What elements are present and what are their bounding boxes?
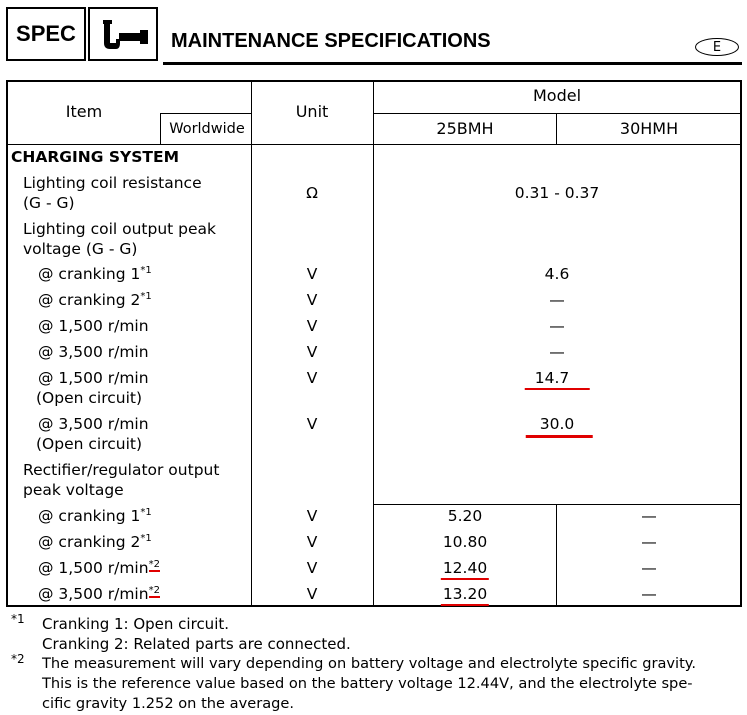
footnote-mark: *1 <box>11 612 25 626</box>
unit-cell: V <box>306 507 318 525</box>
value-cell <box>441 558 489 578</box>
grid-line <box>7 144 741 145</box>
grid-line <box>160 113 161 144</box>
footnote-text: Cranking 2: Related parts are connected. <box>42 635 351 653</box>
row-label <box>38 290 152 310</box>
footnote-mark: *2 <box>11 652 25 666</box>
unit-cell: V <box>306 533 318 551</box>
row-label-text: @ cranking 1 <box>38 507 141 525</box>
row-label-text: @ cranking 1 <box>38 265 141 283</box>
micrometer-icon-box <box>88 7 158 61</box>
value-cell <box>526 414 593 434</box>
row-label-text: @ 3,500 r/min <box>38 585 149 603</box>
value-cell: — <box>641 585 657 603</box>
row-label: (Open circuit) <box>36 435 143 453</box>
row-label <box>38 506 152 526</box>
footnote-ref: *1 <box>140 506 152 518</box>
highlighted-value: 30.0 <box>526 415 593 438</box>
row-label: @ 1,500 r/min <box>38 369 149 387</box>
header-worldwide: Worldwide <box>169 121 245 137</box>
spec-label: SPEC <box>6 7 86 61</box>
row-label <box>38 558 160 578</box>
grid-line <box>556 504 557 606</box>
grid-line <box>160 113 251 114</box>
value-cell: — <box>549 291 565 309</box>
row-label: (Open circuit) <box>36 389 143 407</box>
row-label: Rectifier/regulator output <box>23 461 220 479</box>
row-label <box>38 532 152 552</box>
footnote-ref: *1 <box>140 532 152 544</box>
value-cell: 0.31 - 0.37 <box>514 184 600 202</box>
row-label-text: @ cranking 2 <box>38 291 141 309</box>
row-label: peak voltage <box>23 481 124 499</box>
header-item: Item <box>65 102 103 121</box>
highlighted-value: 14.7 <box>525 369 590 390</box>
row-label: Lighting coil output peak <box>23 220 217 238</box>
unit-cell: V <box>306 369 318 387</box>
unit-cell: V <box>306 585 318 603</box>
row-label: Lighting coil resistance <box>23 174 202 192</box>
unit-cell: V <box>306 265 318 283</box>
highlighted-value: 12.40 <box>441 559 489 580</box>
grid-line <box>373 504 741 505</box>
unit-cell: V <box>306 559 318 577</box>
value-cell: 10.80 <box>442 533 488 551</box>
footnote-text: Cranking 1: Open circuit. <box>42 615 230 633</box>
footnote-ref: *2 <box>148 558 160 570</box>
grid-line <box>251 81 252 606</box>
unit-cell: V <box>306 415 318 433</box>
unit-cell: V <box>306 317 318 335</box>
micrometer-icon <box>90 9 156 59</box>
page-title: MAINTENANCE SPECIFICATIONS <box>171 30 491 52</box>
footnote-ref: *2 <box>148 584 160 596</box>
value-cell: — <box>641 507 657 525</box>
model-30hmh: 30HMH <box>619 119 679 138</box>
unit-cell: Ω <box>306 184 318 202</box>
value-cell: 5.20 <box>447 507 483 525</box>
row-label <box>38 264 152 284</box>
value-cell <box>441 584 489 604</box>
row-label-text: @ 1,500 r/min <box>38 559 149 577</box>
row-label: @ 3,500 r/min <box>38 415 149 433</box>
language-badge: E <box>695 38 739 56</box>
header-unit: Unit <box>295 102 329 121</box>
row-label <box>38 584 160 604</box>
grid-line <box>373 113 741 114</box>
row-label: voltage (G - G) <box>23 240 138 258</box>
row-label: (G - G) <box>23 194 75 212</box>
value-cell: — <box>641 559 657 577</box>
unit-cell: V <box>306 291 318 309</box>
grid-line <box>373 81 374 606</box>
value-cell: 4.6 <box>544 265 570 283</box>
value-cell: — <box>549 317 565 335</box>
row-label-text: @ cranking 2 <box>38 533 141 551</box>
footnote-ref: *1 <box>140 290 152 302</box>
unit-cell: V <box>306 343 318 361</box>
footnote-text: The measurement will vary depending on battery voltage and electrolyte specific gravity. <box>42 655 697 672</box>
header-model: Model <box>532 86 582 105</box>
footnote-text: This is the reference value based on the battery voltage 12.44V, and the electrolyte spe- <box>42 675 693 692</box>
value-cell: — <box>641 533 657 551</box>
section-title: CHARGING SYSTEM <box>11 148 179 166</box>
model-25bmh: 25BMH <box>436 119 494 138</box>
value-cell: — <box>549 343 565 361</box>
footnote-text: cific gravity 1.252 on the average. <box>42 695 295 712</box>
footnote-ref: *1 <box>140 264 152 276</box>
highlighted-value: 13.20 <box>441 585 489 606</box>
title-rule <box>163 62 742 65</box>
row-label: @ 1,500 r/min <box>38 317 149 335</box>
row-label: @ 3,500 r/min <box>38 343 149 361</box>
grid-line <box>556 113 557 144</box>
value-cell <box>525 368 590 388</box>
